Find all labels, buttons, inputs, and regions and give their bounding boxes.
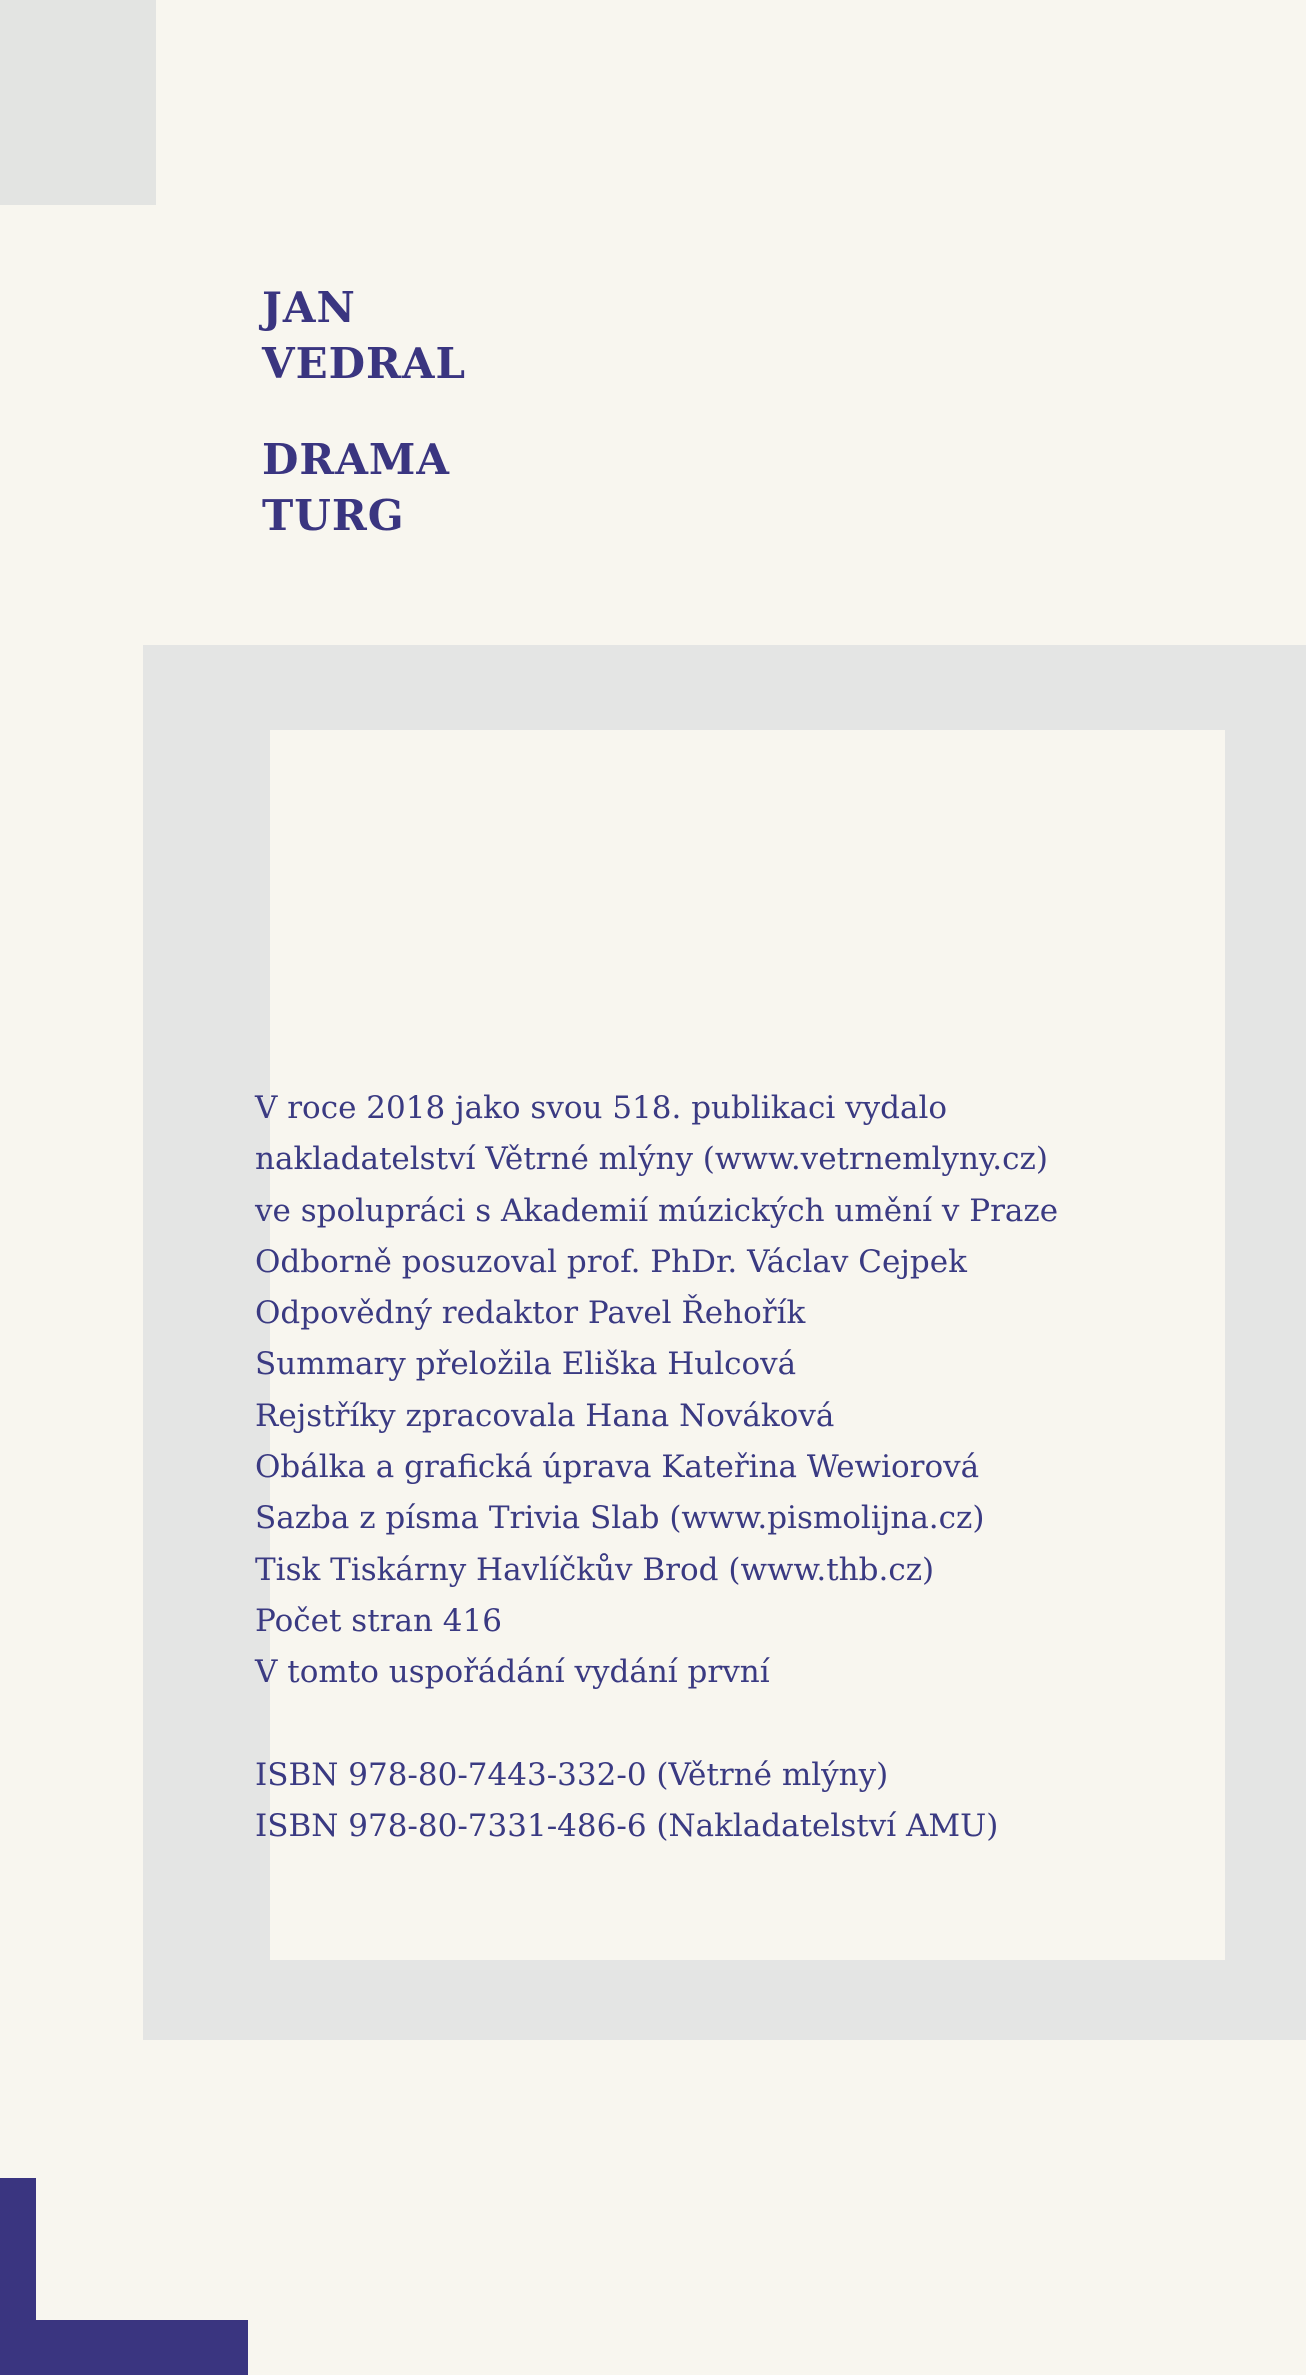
colophon-line: Počet stran 416 [255, 1602, 502, 1639]
book-title-line-2: TURG [262, 491, 405, 540]
author-first-name: JAN [262, 283, 356, 332]
author-last-name: VEDRAL [262, 339, 467, 388]
book-title-line-1: DRAMA [262, 435, 450, 484]
colophon-line: Odborně posuzoval prof. PhDr. Václav Cejpek [255, 1243, 967, 1280]
colophon-line: Obálka a grafická úprava Kateřina Wewiorová [255, 1449, 980, 1486]
decorative-purple-bar-horizontal [0, 2320, 248, 2375]
colophon-line: Sazba z písma Trivia Slab (www.pismolijna.cz) [255, 1500, 985, 1537]
colophon-line: Rejstříky zpracovala Hana Nováková [255, 1397, 835, 1434]
decorative-grey-block [0, 0, 156, 205]
colophon [255, 1083, 1215, 1852]
colophon-line: V roce 2018 jako svou 518. publikaci vydalo [255, 1090, 948, 1126]
colophon-line: V tomto uspořádání vydání první [255, 1654, 770, 1691]
colophon-line: ve spolupráci s Akademií múzických umění v Praze [255, 1192, 1059, 1229]
title-block [262, 280, 466, 544]
colophon-line: nakladatelství Větrné mlýny (www.vetrnemlyny.cz) [255, 1141, 1048, 1178]
colophon-line: Tisk Tiskárny Havlíčkův Brod (www.thb.cz) [255, 1551, 935, 1588]
colophon-line: Summary přeložila Eliška Hulcová [255, 1346, 797, 1383]
isbn-line: ISBN 978-80-7443-332-0 (Větrné mlýny) [255, 1756, 889, 1793]
colophon-line: Odpovědný redaktor Pavel Řehořík [255, 1295, 806, 1332]
isbn-line: ISBN 978-80-7331-486-6 (Nakladatelství AMU) [255, 1807, 999, 1844]
